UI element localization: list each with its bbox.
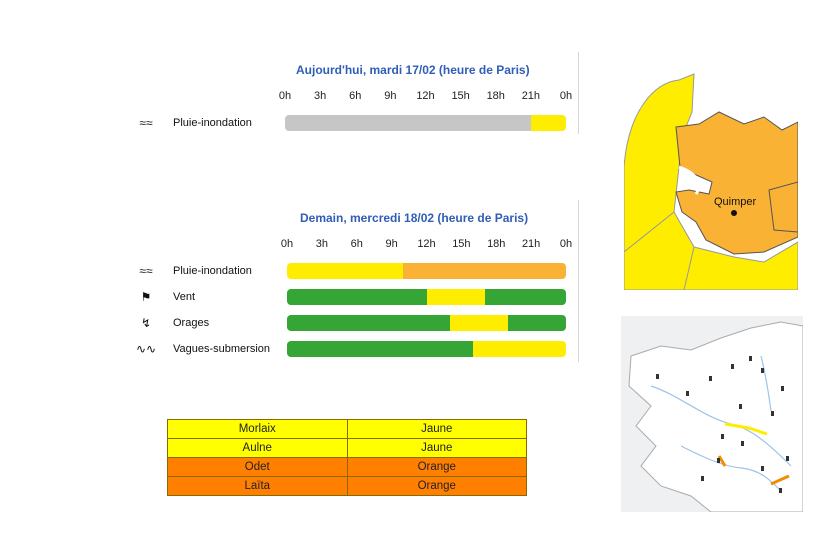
vigilance-segment-yellow[interactable] <box>531 115 566 131</box>
tomorrow-hour-label: 6h <box>350 238 363 250</box>
today-title: Aujourd'hui, mardi 17/02 (heure de Paris) <box>296 63 530 77</box>
thunderstorm-icon: ↯ <box>140 316 152 330</box>
tomorrow-hour-label: 3h <box>315 238 328 250</box>
river-level: Orange <box>347 477 527 496</box>
vigilance-timeline-bar[interactable] <box>287 341 566 357</box>
today-hour-label: 21h <box>521 90 541 102</box>
vigilance-segment-green[interactable] <box>287 289 427 305</box>
vigilance-segment-grey[interactable] <box>285 115 531 131</box>
today-hour-label: 9h <box>384 90 397 102</box>
phenomenon-label: Vagues-submersion <box>173 343 271 355</box>
vigilance-segment-green[interactable] <box>508 315 566 331</box>
river-name: Odet <box>168 458 348 477</box>
today-hour-label: 15h <box>451 90 470 102</box>
tomorrow-hour-label: 15h <box>452 238 471 250</box>
vigilance-segment-yellow[interactable] <box>287 263 403 279</box>
vigilance-timeline-bar[interactable] <box>285 115 566 131</box>
tomorrow-hour-label: 18h <box>487 238 506 250</box>
tomorrow-hour-label: 21h <box>521 238 541 250</box>
river-row <box>168 439 527 458</box>
phenomenon-label: Orages <box>173 317 210 329</box>
river-level: Jaune <box>347 439 527 458</box>
today-hour-label: 0h <box>559 90 573 102</box>
today-separator <box>578 52 579 134</box>
east-orange-zone <box>769 182 798 232</box>
quimper-label: Quimper <box>714 196 757 208</box>
river-level: Jaune <box>347 420 527 439</box>
vigilance-segment-yellow[interactable] <box>473 341 566 357</box>
tomorrow-separator <box>578 200 579 362</box>
vigilance-segment-green[interactable] <box>287 315 450 331</box>
vigilance-segment-green[interactable] <box>485 289 566 305</box>
vigilance-segment-orange[interactable] <box>403 263 566 279</box>
rivers-vigilance-table <box>167 419 527 496</box>
waves-submersion-icon: ∿∿ <box>135 342 157 356</box>
tomorrow-title: Demain, mercredi 18/02 (heure de Paris) <box>300 211 529 225</box>
vigilance-timeline-bar[interactable] <box>287 315 566 331</box>
vigilance-segment-yellow[interactable] <box>427 289 485 305</box>
tomorrow-hour-label: 9h <box>385 238 398 250</box>
rain-flood-icon: ≈≈ <box>139 116 153 130</box>
river-network-map[interactable] <box>621 316 803 512</box>
wind-icon: ⚑ <box>140 290 152 304</box>
today-hour-label: 12h <box>416 90 435 102</box>
today-hour-label: 18h <box>486 90 505 102</box>
tomorrow-hour-label: 12h <box>417 238 436 250</box>
river-row <box>168 420 527 439</box>
river-name: Morlaix <box>168 420 348 439</box>
river-level: Orange <box>347 458 527 477</box>
vigilance-timeline-bar[interactable] <box>287 289 566 305</box>
river-name: Laïta <box>168 477 348 496</box>
vigilance-segment-yellow[interactable] <box>450 315 508 331</box>
today-hour-label: 6h <box>349 90 362 102</box>
phenomenon-label: Pluie-inondation <box>173 265 252 277</box>
phenomenon-label: Vent <box>173 291 196 303</box>
river-name: Aulne <box>168 439 348 458</box>
today-hour-label: 0h <box>278 90 292 102</box>
vigilance-segment-green[interactable] <box>287 341 473 357</box>
river-row <box>168 458 527 477</box>
quimper-marker <box>731 210 737 216</box>
today-hour-label: 3h <box>314 90 327 102</box>
department-vigilance-map[interactable] <box>624 72 798 290</box>
phenomenon-label: Pluie-inondation <box>173 117 252 129</box>
tomorrow-hour-label: 0h <box>280 238 294 250</box>
tomorrow-hour-label: 0h <box>559 238 573 250</box>
rain-flood-icon: ≈≈ <box>139 264 153 278</box>
river-row <box>168 477 527 496</box>
vigilance-timeline-bar[interactable] <box>287 263 566 279</box>
